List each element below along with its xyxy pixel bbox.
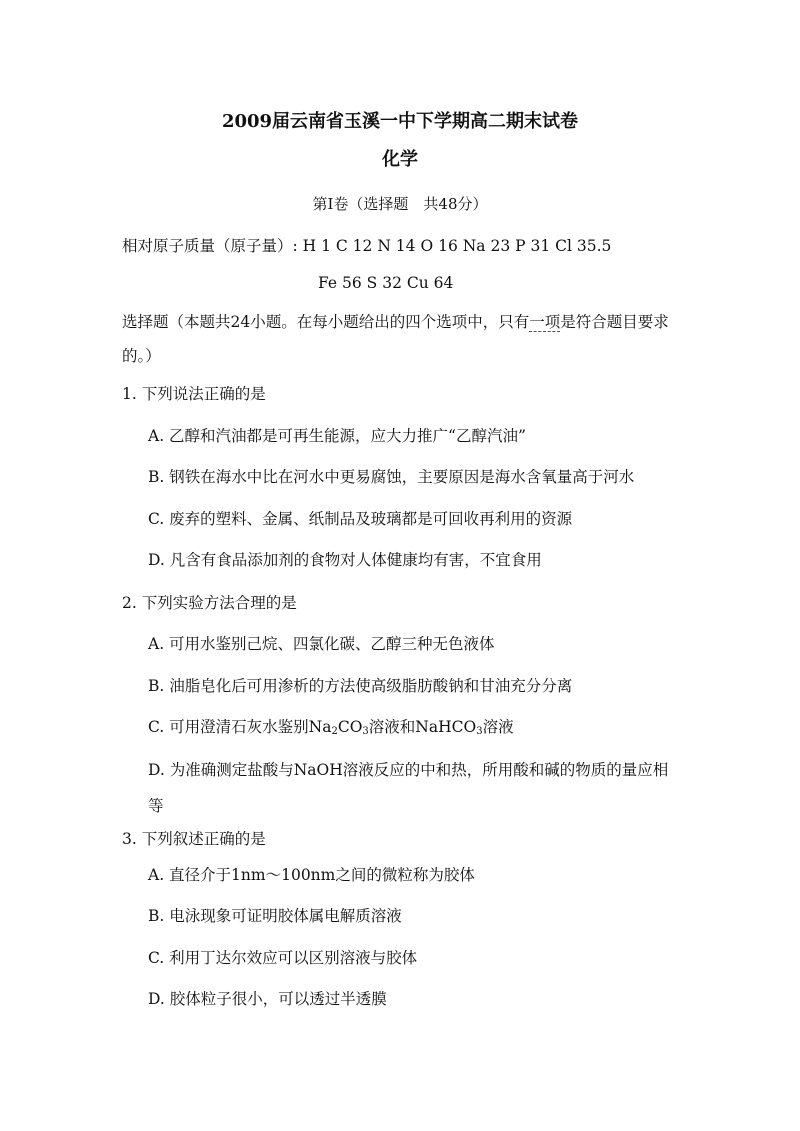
instructions-line-2: 的。）	[122, 347, 161, 365]
q2c-sub1: 2	[331, 726, 338, 737]
q2c-part1: C. 可用澄清石灰水鉴别Na	[148, 718, 332, 736]
question-2-option-b: B. 油脂皂化后可用渗析的方法使高级脂肪酸钠和甘油充分分离	[148, 677, 573, 695]
section-heading: 第I卷（选择题 共48分）	[312, 195, 488, 213]
question-1-option-a: A. 乙醇和汽油都是可再生能源，应大力推广“乙醇汽油”	[148, 427, 526, 445]
instructions-text-a: 选择题（本题共24小题。在每小题给出的四个选项中，只有	[122, 313, 530, 331]
q2c-sub2: 3	[362, 726, 369, 737]
q2c-part5: 溶液和NaHCO	[368, 718, 477, 736]
question-1-option-d: D. 凡含有食品添加剂的食物对人体健康均有害，不宜食用	[148, 551, 542, 569]
subject-title: 化学	[382, 149, 418, 170]
question-2-option-c	[148, 717, 514, 737]
exam-title: 2009届云南省玉溪一中下学期高二期末试卷	[221, 111, 579, 132]
question-1-option-c: C. 废弃的塑料、金属、纸制品及玻璃都是可回收再利用的资源	[148, 510, 573, 528]
question-2-option-a: A. 可用水鉴别己烷、四氯化碳、乙醇三种无色液体	[148, 635, 495, 653]
question-1-option-b: B. 钢铁在海水中比在河水中更易腐蚀，主要原因是海水含氧量高于河水	[148, 468, 635, 486]
question-3-option-c: C. 利用丁达尔效应可以区别溶液与胶体	[148, 949, 418, 967]
q2c-part7: 溶液	[482, 718, 514, 736]
instructions-text-c: 是符合题目要求	[560, 313, 669, 331]
q2c-sub3: 3	[476, 726, 483, 737]
question-2-option-d-continued: 等	[148, 797, 164, 815]
question-3-option-b: B. 电泳现象可证明胶体属电解质溶液	[148, 907, 402, 925]
question-2-stem: 2. 下列实验方法合理的是	[122, 594, 297, 612]
question-3-option-a: A. 直径介于1nm～100nm之间的微粒称为胶体	[148, 866, 475, 884]
q2c-part3: CO	[337, 718, 363, 736]
instructions-line-1	[122, 312, 669, 332]
atomic-mass-line-1: 相对原子质量（原子量）: H 1 C 12 N 14 O 16 Na 23 P 31 Cl 35.5	[122, 237, 612, 255]
atomic-mass-line-2: Fe 56 S 32 Cu 64	[318, 274, 454, 292]
instructions-text-b: 一项	[529, 313, 561, 331]
question-3-option-d: D. 胶体粒子很小，可以透过半透膜	[148, 990, 387, 1008]
question-3-stem: 3. 下列叙述正确的是	[122, 830, 266, 848]
question-1-stem: 1. 下列说法正确的是	[122, 385, 266, 403]
question-2-option-d: D. 为准确测定盐酸与NaOH溶液反应的中和热，所用酸和碱的物质的量应相	[148, 761, 669, 779]
